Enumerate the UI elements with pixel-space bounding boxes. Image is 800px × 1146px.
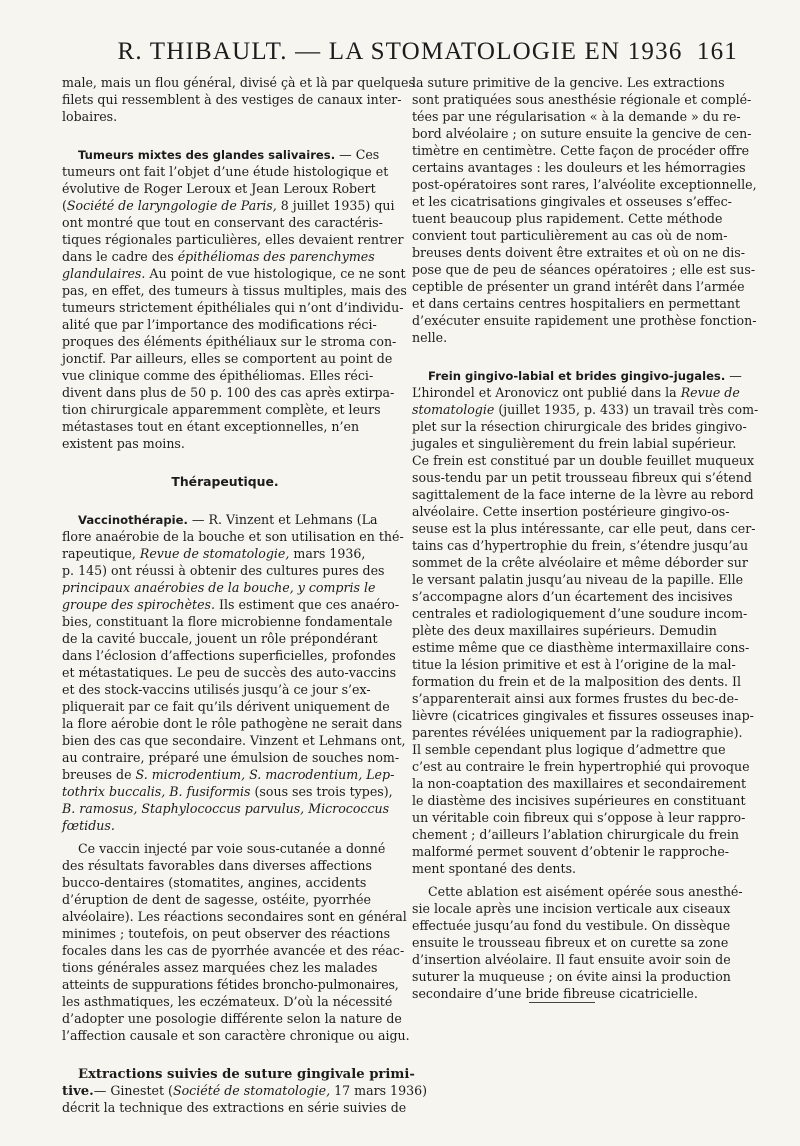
- text-line: tumeurs ont fait l’objet d’une étude histologique et: [62, 164, 389, 179]
- text-line: plet sur la résection chirurgicale des brides gingivo-: [412, 419, 747, 434]
- text-line: p. 145) ont réussi à obtenir des cultures pures des: [62, 563, 385, 578]
- text-line: d’éruption de dent de sagesse, ostéite, pyorrhée: [62, 892, 372, 907]
- text-line: sous-tendu par un petit trousseau fibreux qui s’étend: [412, 470, 752, 485]
- text-line: lièvre (cicatrices gingivales et fissures osseuses inap-: [412, 708, 754, 723]
- text-line: male, mais un flou général, divisé çà et là par quelques: [62, 75, 415, 90]
- right-column: [412, 74, 759, 1002]
- text-line: bies, constituant la flore microbienne fondamentale: [62, 614, 393, 629]
- text-line: d’adopter une posologie différente selon la nature de: [62, 1011, 402, 1026]
- text-line: filets qui ressemblent à des vestiges de canaux inter-: [62, 92, 402, 107]
- text-line: divent dans plus de 50 p. 100 des cas après extirpa-: [62, 385, 395, 400]
- text-line: tains cas d’hypertrophie du frein, s’étendre jusqu’au: [412, 538, 749, 553]
- text-line: bien des cas que secondaire. Vinzent et Lehmans ont,: [62, 733, 406, 748]
- text-line: et métastatiques. Le peu de succès des auto-vaccins: [62, 665, 397, 680]
- italic-run: S. microdentium, S. macrodentium, Lep-: [135, 767, 395, 782]
- text-line: la flore aérobie dont le rôle pathogène ne serait dans: [62, 716, 403, 731]
- text-line: malformé permet souvent d’obtenir le rapproche-: [412, 844, 730, 859]
- text-line: évolutive de Roger Leroux et Jean Leroux Robert: [62, 181, 376, 196]
- text-line: c’est au contraire le frein hypertrophié qui provoque: [412, 759, 750, 774]
- text-line: dans l’éclosion d’affections superficielles, profondes: [62, 648, 396, 663]
- frein-heading: Frein gingivo-labial et brides gingivo-jugales.: [428, 369, 726, 383]
- text-line: tées par une régularisation « à la demande » du re-: [412, 109, 741, 124]
- text-line: dans le cadre des épithéliomas des parenchymes: [62, 249, 375, 264]
- text-run: Ce vaccin injecté par voie sous-cutanée a donné: [78, 841, 386, 856]
- text-line: glandulaires. Au point de vue histologique, ce ne sont: [62, 266, 406, 281]
- text-line: focales dans les cas de pyorrhée avancée et des réac-: [62, 943, 405, 958]
- text-line: breuses de S. microdentium, S. macrodentium, Lep-: [62, 767, 395, 782]
- text-line: plète des deux maxillaires supérieurs. Demudin: [412, 623, 717, 638]
- text-line: formation du frein et de la malposition des dents. Il: [412, 674, 742, 689]
- text-line: suturer la muqueuse ; on évite ainsi la production: [412, 969, 731, 984]
- italic-run: Société de stomatologie,: [172, 1083, 331, 1098]
- text-line: minimes ; toutefois, on peut observer des réactions: [62, 926, 391, 941]
- italic-run: fœtidus.: [62, 818, 115, 833]
- text-line: proques des éléments épithéliaux sur le stroma con-: [62, 334, 397, 349]
- text-line: rapeutique, Revue de stomatologie, mars 1936,: [62, 546, 366, 561]
- text-line: le diastème des incisives supérieures en constituant: [412, 793, 746, 808]
- text-line: [412, 883, 743, 900]
- ablation-paragraph: [412, 883, 743, 1002]
- italic-run: Revue de: [680, 385, 740, 400]
- text-line: sie locale après une incision verticale aux ciseaux: [412, 901, 731, 916]
- text-line: alvéolaire. Cette insertion postérieure gingivo-os-: [412, 504, 730, 519]
- text-line: atteints de suppurations fétides broncho-pulmonaires,: [62, 977, 399, 992]
- text-line: post-opératoires sont rares, l’alvéolite exceptionnelle,: [412, 177, 757, 192]
- text-run: —: [725, 368, 742, 383]
- text-line: effectuée jusqu’au fond du vestibule. On dissèque: [412, 918, 731, 933]
- vaccinotherapie-heading: Vaccinothérapie.: [78, 513, 188, 527]
- text-line: tions générales assez marquées chez les malades: [62, 960, 378, 975]
- text-line: [62, 1082, 428, 1099]
- text-line: (Société de laryngologie de Paris, 8 juillet 1935) qui: [62, 198, 395, 213]
- italic-run: Société de laryngologie de Paris,: [66, 198, 277, 213]
- italic-run: B. ramosus, Staphylococcus parvulus, Micrococcus: [62, 801, 390, 816]
- tumeurs-section: [62, 146, 407, 452]
- text-line: existent pas moins.: [62, 436, 185, 451]
- text-line: d’exécuter ensuite rapidement une prothèse fonction-: [412, 313, 757, 328]
- text-line: ment spontané des dents.: [412, 861, 577, 876]
- text-line: et les cicatrisations gingivales et osseuses s’effec-: [412, 194, 732, 209]
- vaccin-paragraph: [62, 840, 410, 1044]
- italic-run: Revue de stomatologie,: [139, 546, 290, 561]
- text-line: vue clinique comme des épithéliomas. Elles réci-: [62, 368, 374, 383]
- text-line: stomatologie (juillet 1935, p. 433) un travail très com-: [412, 402, 759, 417]
- text-line: métastases tout en étant exceptionnelles, n’en: [62, 419, 360, 434]
- text-line: groupe des spirochètes. Ils estiment que ces anaéro-: [62, 597, 400, 612]
- text-line: alité que par l’importance des modifications réci-: [62, 317, 377, 332]
- text-line: [62, 840, 388, 857]
- page-number: 161: [696, 38, 738, 65]
- text-line: nelle.: [412, 330, 448, 345]
- text-line: flore anaérobie de la bouche et son utilisation en thé-: [62, 529, 404, 544]
- text-line: les asthmatiques, les eczémateux. D’où la nécessité: [62, 994, 393, 1009]
- text-line: secondaire d’une bride fibreuse cicatricielle.: [412, 986, 698, 1001]
- text-line: [62, 146, 388, 163]
- italic-run: glandulaires.: [62, 266, 146, 281]
- text-line: pliquerait par ce fait qu’ils dérivent uniquement de: [62, 699, 390, 714]
- text-line: la non-coaptation des maxillaires et secondairement: [412, 776, 747, 791]
- text-line: tothrix buccalis, B. fusiformis (sous ses trois types),: [62, 784, 393, 799]
- running-title: R. THIBAULT. — LA STOMATOLOGIE EN 1936: [117, 38, 683, 65]
- text-line: pose que de peu de séances opératoires ; elle est sus-: [412, 262, 756, 277]
- running-header: [62, 38, 738, 74]
- end-rule: [529, 1002, 595, 1003]
- text-line: la suture primitive de la gencive. Les extractions: [412, 75, 725, 90]
- text-line: [412, 367, 742, 384]
- italic-run: tothrix buccalis, B. fusiformis: [62, 784, 251, 799]
- frein-section: [412, 367, 759, 877]
- text-line: de la cavité buccale, jouent un rôle prépondérant: [62, 631, 378, 646]
- text-line: décrit la technique des extractions en série suivies de: [62, 1100, 407, 1115]
- text-line: ensuite le trousseau fibreux et on curette sa zone: [412, 935, 729, 950]
- text-line: estime même que ce diasthème intermaxillaire cons-: [412, 640, 750, 655]
- text-line: s’accompagne alors d’un écartement des incisives: [412, 589, 733, 604]
- text-line: Ce frein est constitué par un double feuillet muqueux: [412, 453, 755, 468]
- extractions-heading-cont: tive.: [62, 1084, 94, 1099]
- vaccinotherapie-section: [62, 511, 406, 834]
- text-line: l’affection causale et son caractère chronique ou aigu.: [62, 1028, 410, 1043]
- text-line: tumeurs strictement épithéliales qui n’ont d’individu-: [62, 300, 404, 315]
- text-line: [62, 800, 388, 817]
- italic-run: principaux anaérobies de la bouche, y compris le: [62, 580, 376, 595]
- text-line: pas, en effet, des tumeurs à tissus multiples, mais des: [62, 283, 407, 298]
- text-line: [62, 579, 388, 596]
- text-line: jonctif. Par ailleurs, elles se comportent au point de: [62, 351, 393, 366]
- text-line: bucco-dentaires (stomatites, angines, accidents: [62, 875, 367, 890]
- text-line: des résultats favorables dans diverses affections: [62, 858, 372, 873]
- extractions-section: [62, 1065, 428, 1116]
- text-run: — R. Vinzent et Lehmans (La: [187, 512, 378, 527]
- text-line: bord alvéolaire ; on suture ensuite la gencive de cen-: [412, 126, 752, 141]
- text-line: sommet de la crête alvéolaire et même déborder sur: [412, 555, 748, 570]
- text-line: Il semble cependant plus logique d’admettre que: [412, 742, 726, 757]
- text-line: le versant palatin jusqu’au niveau de la papille. Elle: [412, 572, 744, 587]
- text-line: tion chirurgicale apparemment complète, et leurs: [62, 402, 381, 417]
- italic-run: groupe des spirochètes.: [62, 597, 216, 612]
- text-line: d’insertion alvéolaire. Il faut ensuite avoir soin de: [412, 952, 731, 967]
- text-line: s’apparenterait ainsi aux formes frustes du bec-de-: [412, 691, 739, 706]
- text-line: [62, 817, 388, 834]
- text-line: ceptible de présenter un grand intérêt dans l’armée: [412, 279, 745, 294]
- text-line: chement ; d’ailleurs l’ablation chirurgicale du frein: [412, 827, 739, 842]
- text-line: un véritable coin fibreux qui s’oppose à leur rappro-: [412, 810, 746, 825]
- italic-run: stomatologie: [412, 402, 495, 417]
- text-run: 17 mars 1936): [330, 1083, 428, 1098]
- extractions-heading: Extractions suivies de suture gingivale primi-: [78, 1067, 415, 1082]
- text-line: L’hirondel et Aronovicz ont publié dans la Revue de: [412, 385, 740, 400]
- italic-run: épithéliomas des parenchymes: [177, 249, 375, 264]
- text-line: titue la lésion primitive et est à l’origine de la mal-: [412, 657, 736, 672]
- text-line: [62, 1065, 415, 1082]
- intro-paragraph: [62, 74, 415, 125]
- text-line: seuse est la plus intéressante, car elle peut, dans cer-: [412, 521, 756, 536]
- text-line: tiques régionales particulières, elles devaient rentrer: [62, 232, 404, 247]
- text-line: ont montré que tout en conservant des caractéris-: [62, 215, 383, 230]
- text-line: parentes révélées uniquement par la radiographie).: [412, 725, 743, 740]
- text-run: — Ginestet (: [93, 1083, 173, 1098]
- therapeutique-heading: Thérapeutique.: [171, 474, 279, 489]
- left-column: [62, 74, 428, 1116]
- text-line: tuent beaucoup plus rapidement. Cette méthode: [412, 211, 723, 226]
- text-line: lobaires.: [62, 109, 118, 124]
- extractions-continued: [412, 74, 757, 346]
- text-line: centrales et radiologiquement d’une soudure incom-: [412, 606, 748, 621]
- text-line: convient tout particulièrement au cas où de nom-: [412, 228, 728, 243]
- text-line: breuses dents doivent être extraites et où on ne dis-: [412, 245, 746, 260]
- text-line: [62, 511, 388, 528]
- text-line: certains avantages : les douleurs et les hémorragies: [412, 160, 746, 175]
- text-line: alvéolaire). Les réactions secondaires sont en général: [62, 909, 407, 924]
- text-line: et dans certains centres hospitaliers en permettant: [412, 296, 741, 311]
- text-line: au contraire, préparé une émulsion de souches nom-: [62, 750, 400, 765]
- text-line: et des stock-vaccins utilisés jusqu’à ce jour s’ex-: [62, 682, 371, 697]
- tumeurs-heading: Tumeurs mixtes des glandes salivaires.: [78, 148, 336, 162]
- text-run: — Ces: [335, 147, 380, 162]
- text-line: timètre en centimètre. Cette façon de procéder offre: [412, 143, 750, 158]
- text-run: Cette ablation est aisément opérée sous anesthé-: [428, 884, 743, 899]
- text-line: jugales et singulièrement du frein labial supérieur.: [412, 436, 737, 451]
- text-line: sont pratiquées sous anesthésie régionale et complé-: [412, 92, 752, 107]
- text-line: sagittalement de la face interne de la lèvre au rebord: [412, 487, 754, 502]
